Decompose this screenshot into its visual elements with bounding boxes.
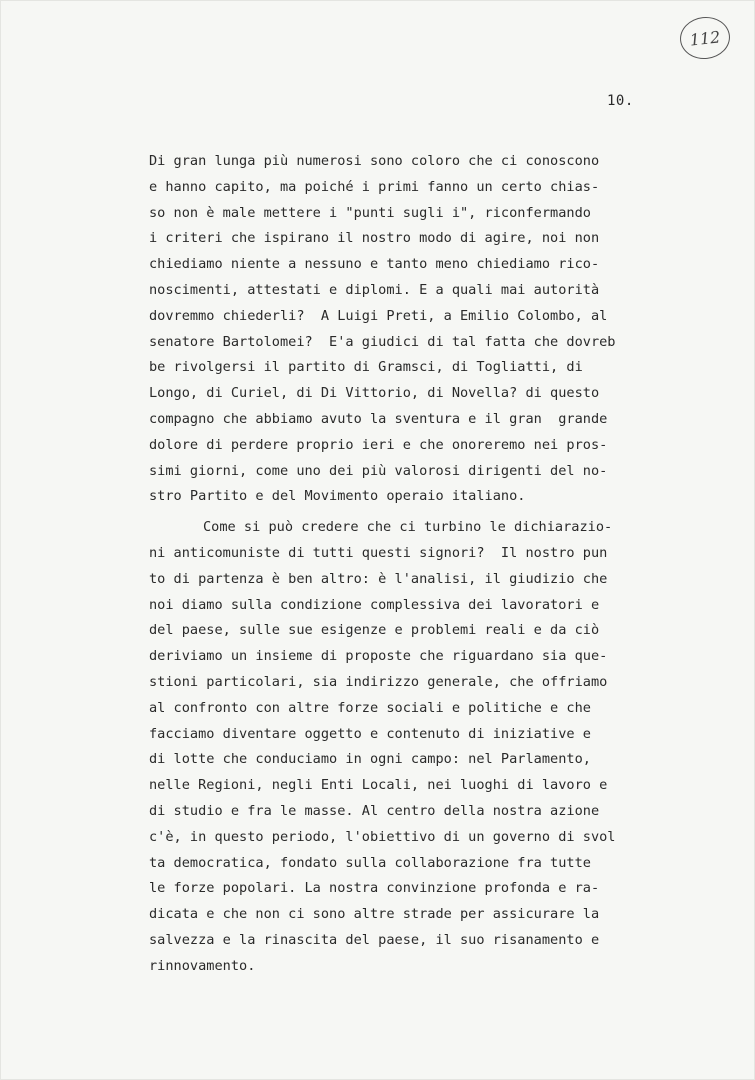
- text-line: dovremmo chiederli? A Luigi Preti, a Emilio Colombo, al: [149, 307, 608, 324]
- text-line: stioni particolari, sia indirizzo generale, che offriamo: [149, 673, 608, 690]
- text-line: be rivolgersi il partito di Gramsci, di Togliatti, di: [149, 359, 583, 376]
- document-body: [149, 149, 709, 980]
- text-line: noscimenti, attestati e diplomi. E a quali mai autorità: [149, 281, 600, 298]
- text-line: deriviamo un insieme di proposte che riguardano sia que-: [149, 648, 608, 665]
- text-line: c'è, in questo periodo, l'obiettivo di un governo di svol: [149, 828, 616, 845]
- text-line: i criteri che ispirano il nostro modo di agire, noi non: [149, 230, 600, 247]
- paragraph-2: [149, 515, 709, 979]
- text-line: facciamo diventare oggetto e contenuto di iniziative e: [149, 725, 591, 742]
- paragraph-1: [149, 149, 709, 510]
- text-line: dicata e che non ci sono altre strade per assicurare la: [149, 906, 600, 923]
- text-line: simi giorni, come uno dei più valorosi dirigenti del no-: [149, 462, 608, 479]
- text-line: chiediamo niente a nessuno e tanto meno chiediamo rico-: [149, 256, 600, 273]
- text-line: rinnovamento.: [149, 957, 256, 974]
- text-line: to di partenza è ben altro: è l'analisi, il giudizio che: [149, 570, 608, 587]
- text-line: di studio e fra le masse. Al centro della nostra azione: [149, 802, 600, 819]
- text-line: so non è male mettere i "punti sugli i", riconfermando: [149, 204, 591, 221]
- text-line: e hanno capito, ma poiché i primi fanno un certo chias-: [149, 178, 600, 195]
- text-line: dolore di perdere proprio ieri e che onoreremo nei pros-: [149, 436, 608, 453]
- text-line: al confronto con altre forze sociali e politiche e che: [149, 699, 591, 716]
- text-line: Di gran lunga più numerosi sono coloro che ci conoscono: [149, 153, 600, 169]
- text-line: ni anticomuniste di tutti questi signori? Il nostro pun: [149, 544, 608, 561]
- text-line: le forze popolari. La nostra convinzione profonda e ra-: [149, 880, 600, 897]
- text-line: stro Partito e del Movimento operaio italiano.: [149, 488, 526, 505]
- text-line: Come si può credere che ci turbino le dichiarazio-: [203, 519, 613, 536]
- text-line: senatore Bartolomei? E'a giudici di tal fatta che dovreb: [149, 333, 616, 350]
- text-line: Longo, di Curiel, di Di Vittorio, di Novella? di questo: [149, 385, 600, 402]
- text-line: nelle Regioni, negli Enti Locali, nei luoghi di lavoro e: [149, 777, 608, 794]
- text-line: del paese, sulle sue esigenze e problemi reali e da ciò: [149, 622, 600, 639]
- archive-stamp: 112: [678, 15, 732, 62]
- text-line: di lotte che conduciamo in ogni campo: nel Parlamento,: [149, 751, 591, 768]
- text-line: salvezza e la rinascita del paese, il suo risanamento e: [149, 931, 600, 948]
- text-line: compagno che abbiamo avuto la sventura e il gran grande: [149, 410, 608, 427]
- text-line: ta democratica, fondato sulla collaborazione fra tutte: [149, 854, 591, 871]
- page-number: 10.: [607, 93, 634, 109]
- text-line: noi diamo sulla condizione complessiva dei lavoratori e: [149, 596, 600, 613]
